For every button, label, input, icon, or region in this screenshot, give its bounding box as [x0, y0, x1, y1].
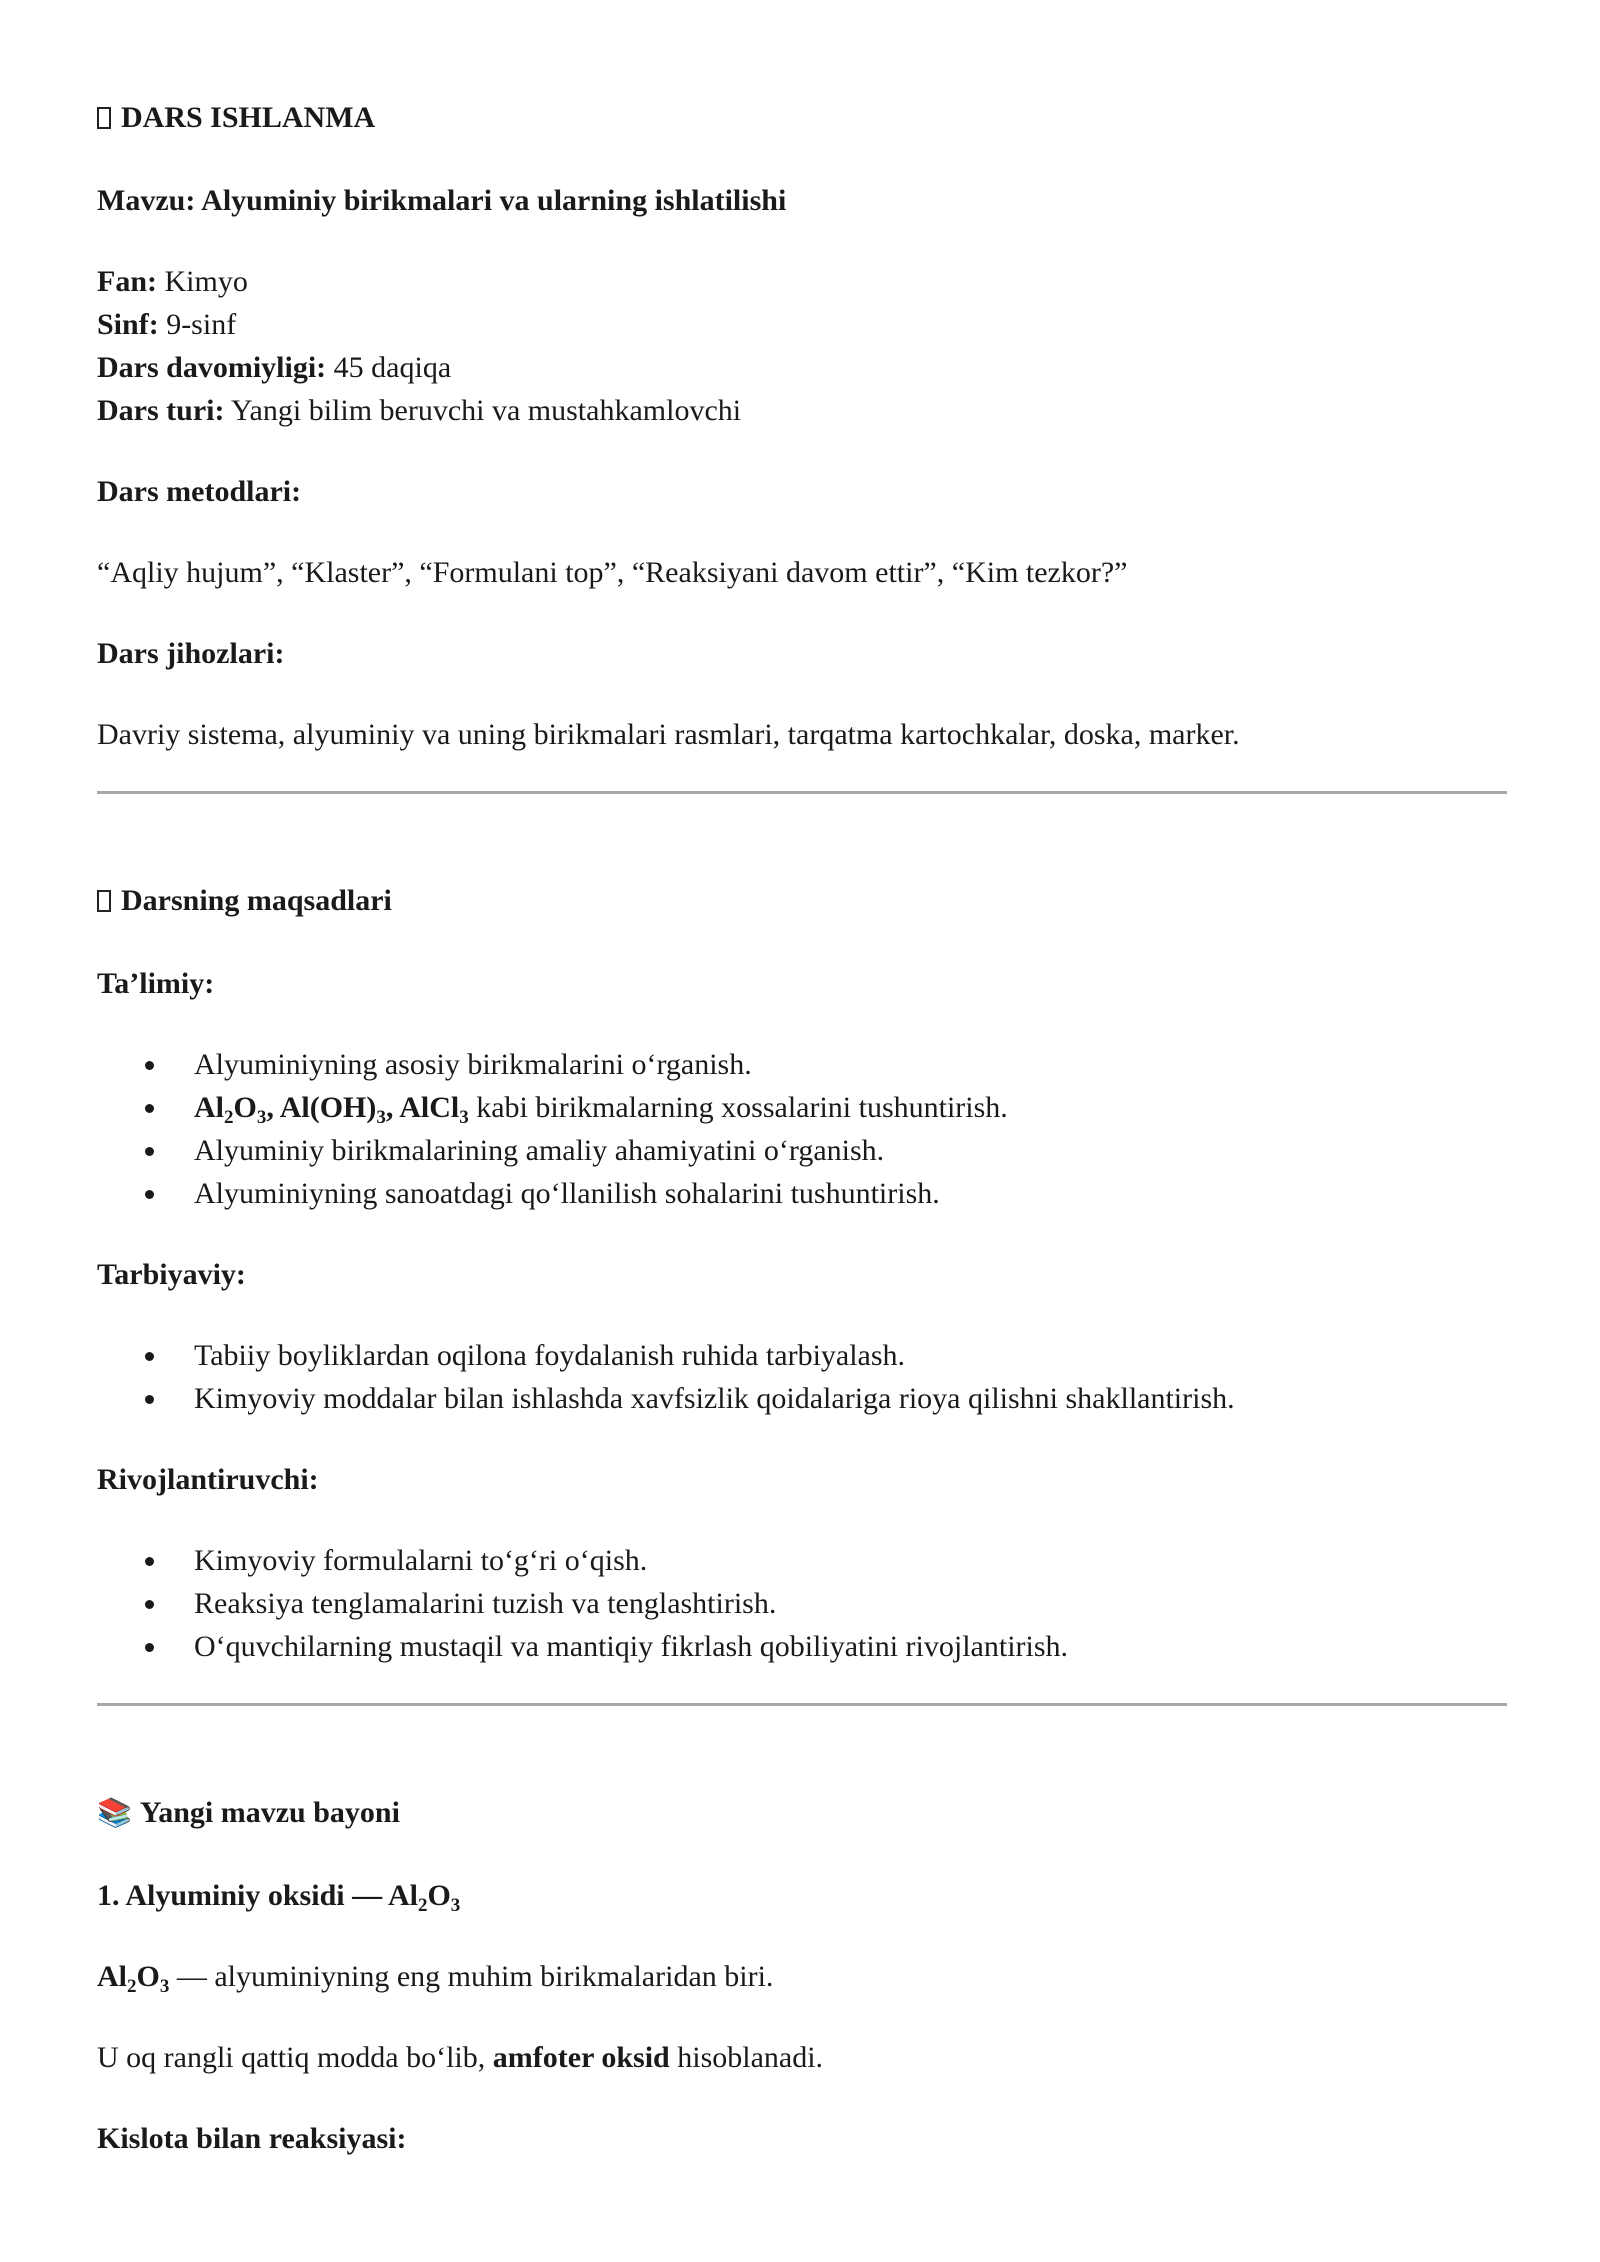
formula-symbol: Al [387, 1879, 418, 1912]
meta-label: Dars davomiyligi: [97, 351, 327, 384]
subsection-heading-text: 1. Alyuminiy oksidi — [97, 1879, 388, 1912]
paragraph-text: U oq rangli qattiq modda bo‘lib, [97, 2041, 493, 2074]
formula [97, 1960, 170, 1997]
meta-label: Sinf: [97, 308, 159, 341]
methods-text: “Aqliy hujum”, “Klaster”, “Formulani top”, “Reaksiyani davom ettir”, “Kim tezkor?” [97, 556, 1128, 589]
emphasis-text: amfoter oksid [492, 2041, 670, 2074]
goals-heading [97, 879, 1507, 922]
meta-value: Kimyo [164, 265, 248, 298]
list-item: Alyuminiy birikmalarining amaliy ahamiyatini o‘rganish. [97, 1129, 1507, 1172]
list-item-text: kabi birikmalarning xossalarini tushuntirish. [476, 1091, 1008, 1124]
methods-heading: Dars metodlari: [97, 475, 302, 508]
developmental-list [97, 1539, 1507, 1668]
formula-symbol: Al [97, 1960, 127, 1993]
books-icon: 📚 [97, 1796, 132, 1829]
formula-symbol: O [233, 1091, 257, 1124]
meta-value: Yangi bilim beruvchi va mustahkamlovchi [230, 394, 742, 427]
meta-label: Fan: [97, 265, 157, 298]
paragraph-text: — alyuminiyning eng muhim birikmalaridan biri. [169, 1960, 774, 1993]
meta-subject [97, 260, 1507, 303]
formula-subscript: 3 [256, 1107, 267, 1128]
acid-reaction-heading: Kislota bilan reaksiyasi: [97, 2122, 407, 2155]
list-item: Alyuminiyning asosiy birikmalarini o‘rganish. [97, 1043, 1507, 1086]
formula-subscript: 2 [417, 1895, 428, 1916]
equipment-text: Davriy sistema, alyuminiy va uning birikmalari rasmlari, tarqatma kartochkalar, doska, marker. [97, 718, 1240, 751]
equipment-heading: Dars jihozlari: [97, 637, 285, 670]
educational-list [97, 1043, 1507, 1215]
lesson-topic [97, 179, 1507, 222]
lesson-meta [97, 260, 1507, 432]
formula-separator: , [385, 1091, 400, 1124]
formula-subscript: 2 [127, 1976, 137, 1997]
upbringing-heading: Tarbiyaviy: [97, 1258, 246, 1291]
formula-list [194, 1091, 469, 1128]
formula-subscript: 3 [159, 1976, 170, 1997]
formula-symbol: Al [194, 1091, 224, 1124]
list-item: Kimyoviy formulalarni to‘g‘ri o‘qish. [97, 1539, 1507, 1582]
meta-label: Dars turi: [97, 394, 225, 427]
formula-symbol: O [427, 1879, 451, 1912]
topic-label: Mavzu: [97, 184, 196, 217]
formula-symbol: O [136, 1960, 160, 1993]
formula-symbol: AlCl [399, 1091, 460, 1124]
new-topic-heading [97, 1791, 1507, 1834]
formula-separator: , [266, 1091, 280, 1124]
formula-symbol: Al(OH) [279, 1091, 377, 1124]
document-title [97, 96, 1507, 139]
paragraph [97, 1955, 1507, 1998]
list-item: Kimyoviy moddalar bilan ishlashda xavfsizlik qoidalariga rioya qilishni shakllantirish. [97, 1377, 1507, 1420]
paragraph [97, 2036, 1507, 2079]
document-title-text: DARS ISHLANMA [121, 101, 376, 134]
developmental-heading: Rivojlantiruvchi: [97, 1463, 319, 1496]
missing-glyph-box-icon [97, 890, 111, 912]
formula-subscript: 3 [450, 1895, 461, 1916]
formula-subscript: 2 [224, 1107, 234, 1128]
list-item: O‘quvchilarning mustaqil va mantiqiy fikrlash qobiliyatini rivojlantirish. [97, 1625, 1507, 1668]
paragraph-text: hisoblanadi. [669, 2041, 824, 2074]
meta-value: 45 daqiqa [333, 351, 452, 384]
list-item: Alyuminiyning sanoatdagi qo‘llanilish sohalarini tushuntirish. [97, 1172, 1507, 1215]
meta-type [97, 389, 1507, 432]
formula-subscript: 3 [376, 1107, 386, 1128]
missing-glyph-box-icon [97, 107, 111, 129]
topic-value: Alyuminiy birikmalari va ularning ishlatilishi [201, 184, 787, 217]
list-item: Tabiiy boyliklardan oqilona foydalanish ruhida tarbiyalash. [97, 1334, 1507, 1377]
meta-grade [97, 303, 1507, 346]
list-item [97, 1086, 1507, 1129]
new-topic-heading-text: Yangi mavzu bayoni [139, 1796, 400, 1829]
upbringing-list [97, 1334, 1507, 1420]
list-item: Reaksiya tenglamalarini tuzish va tenglashtirish. [97, 1582, 1507, 1625]
formula-subscript: 3 [459, 1107, 469, 1128]
goals-heading-text: Darsning maqsadlari [121, 884, 392, 917]
subsection-heading [97, 1874, 1507, 1917]
meta-duration [97, 346, 1507, 389]
educational-heading: Ta’limiy: [97, 967, 215, 1000]
document-page [97, 96, 1507, 2160]
meta-value: 9-sinf [166, 308, 237, 341]
